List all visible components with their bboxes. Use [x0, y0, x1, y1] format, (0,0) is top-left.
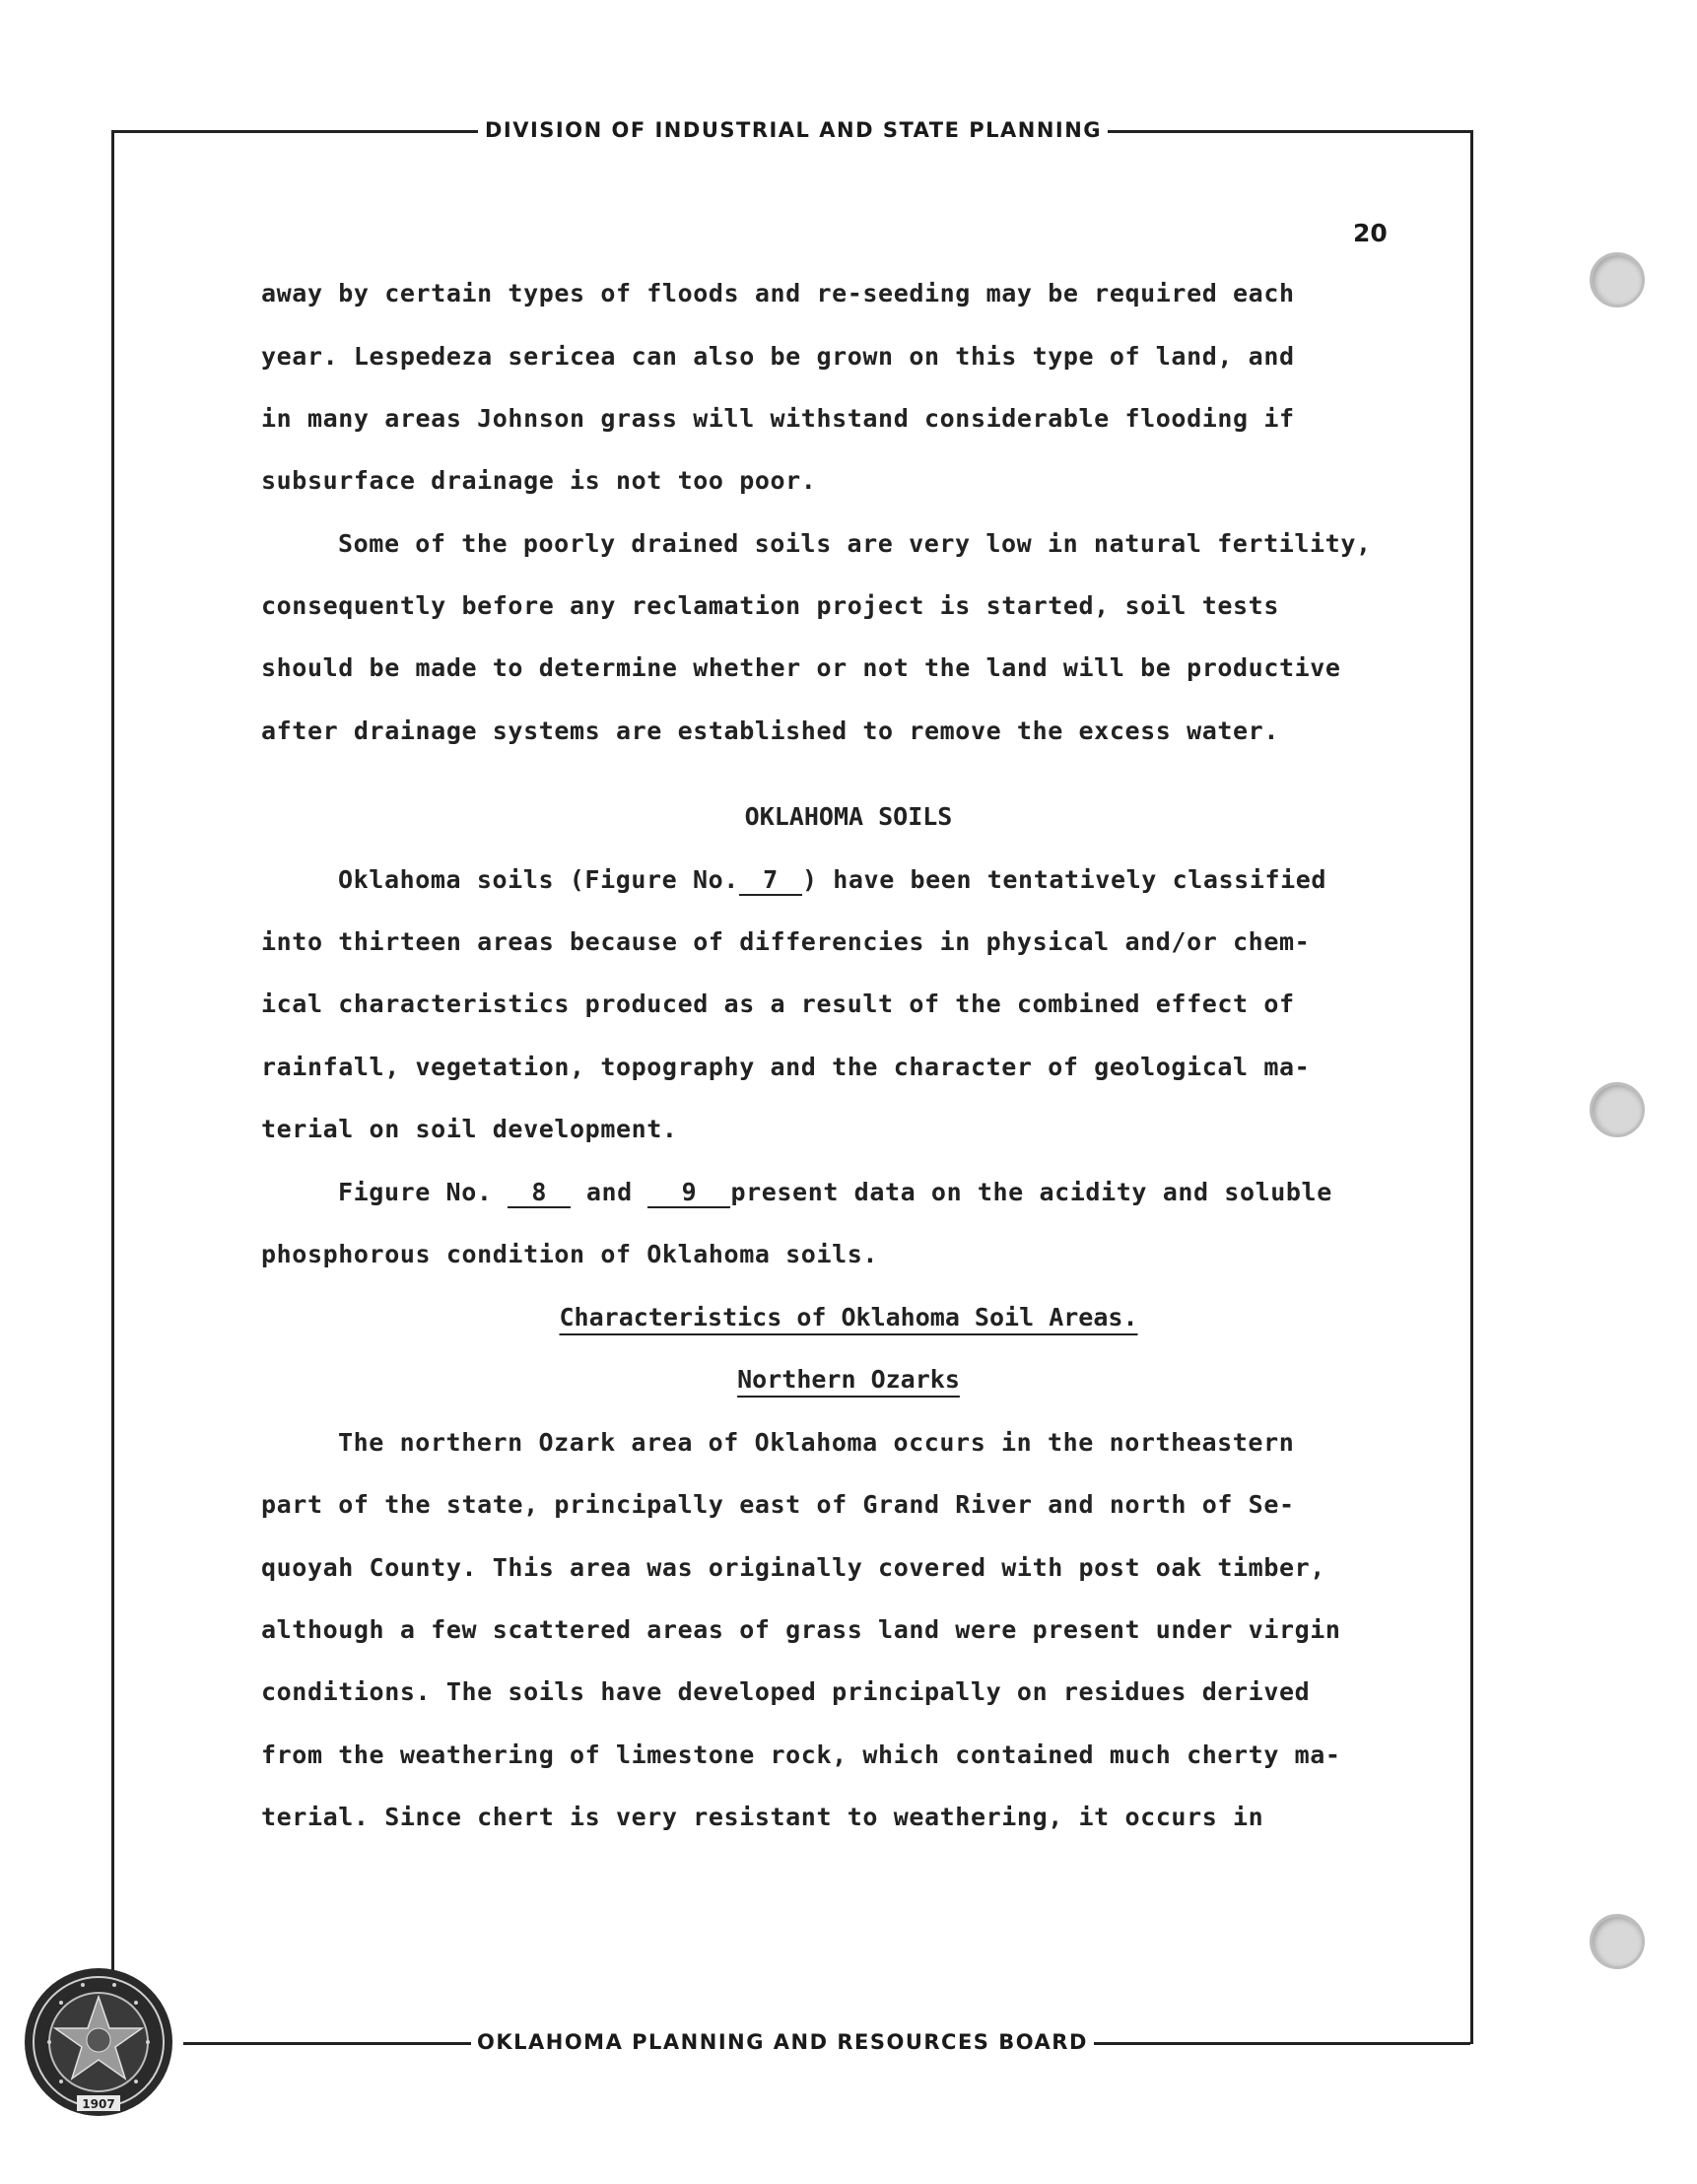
body-line: part of the state, principally east of Grand River and north of Se-: [261, 1490, 1295, 1519]
body-text: and: [585, 1178, 633, 1206]
punch-hole-bottom: [1590, 1914, 1645, 1969]
figure-number-blank: 8: [508, 1178, 571, 1208]
body-line-figure-ref: [338, 865, 1326, 896]
subsection-heading: [0, 1303, 1697, 1331]
body-text: Figure No.: [338, 1178, 493, 1206]
punch-hole-top: [1590, 252, 1645, 307]
punch-hole-middle: [1590, 1082, 1645, 1137]
body-line-figure-ref: [338, 1178, 1332, 1208]
body-line: away by certain types of floods and re-seeding may be required each: [261, 279, 1295, 307]
body-line: in many areas Johnson grass will withstand considerable flooding if: [261, 404, 1295, 433]
body-line: into thirteen areas because of differencies in physical and/or chem-: [261, 927, 1311, 956]
seal-year: 1907: [82, 2097, 115, 2111]
body-line: terial on soil development.: [261, 1115, 678, 1143]
body-line: terial. Since chert is very resistant to weathering, it occurs in: [261, 1803, 1264, 1831]
section-heading: OKLAHOMA SOILS: [744, 802, 953, 831]
body-line: year. Lespedeza sericea can also be grown on this type of land, and: [261, 342, 1295, 371]
figure-number-blank: 9: [647, 1178, 730, 1208]
body-line: The northern Ozark area of Oklahoma occurs in the northeastern: [338, 1428, 1295, 1457]
footer-rule-right: [1074, 2042, 1470, 2045]
header-rule-left: [111, 130, 478, 133]
body-line: rainfall, vegetation, topography and the character of geological ma-: [261, 1053, 1311, 1081]
footer-rule-left: [183, 2042, 472, 2045]
body-line: should be made to determine whether or not the land will be productive: [261, 653, 1341, 682]
body-line: ical characteristics produced as a result of the combined effect of: [261, 990, 1295, 1018]
subsection-heading-text: Characteristics of Oklahoma Soil Areas.: [559, 1303, 1138, 1331]
footer-title: OKLAHOMA PLANNING AND RESOURCES BOARD: [471, 2030, 1094, 2054]
body-line: subsurface drainage is not too poor.: [261, 466, 817, 495]
header-title: DIVISION OF INDUSTRIAL AND STATE PLANNING: [479, 118, 1108, 142]
state-seal-icon: [22, 1965, 175, 2119]
body-line: Some of the poorly drained soils are very low in natural fertility,: [338, 529, 1372, 558]
body-line: from the weathering of limestone rock, which contained much cherty ma-: [261, 1740, 1341, 1769]
body-line: conditions. The soils have developed principally on residues derived: [261, 1677, 1311, 1706]
figure-number-blank: 7: [739, 865, 802, 896]
page-number: 20: [1353, 219, 1388, 247]
body-line: after drainage systems are established to remove the excess water.: [261, 717, 1279, 745]
body-text: ) have been tentatively classified: [801, 865, 1327, 894]
body-text: present data on the acidity and soluble: [730, 1178, 1332, 1206]
area-heading-text: Northern Ozarks: [737, 1365, 960, 1394]
body-line: consequently before any reclamation project is started, soil tests: [261, 591, 1279, 620]
header-rule-right: [1099, 130, 1470, 133]
body-line: phosphorous condition of Oklahoma soils.: [261, 1240, 879, 1268]
area-heading: [0, 1365, 1697, 1394]
body-line: although a few scattered areas of grass land were present under virgin: [261, 1615, 1341, 1644]
body-text: Oklahoma soils (Figure No.: [338, 865, 739, 894]
body-line: quoyah County. This area was originally covered with post oak timber,: [261, 1553, 1325, 1582]
